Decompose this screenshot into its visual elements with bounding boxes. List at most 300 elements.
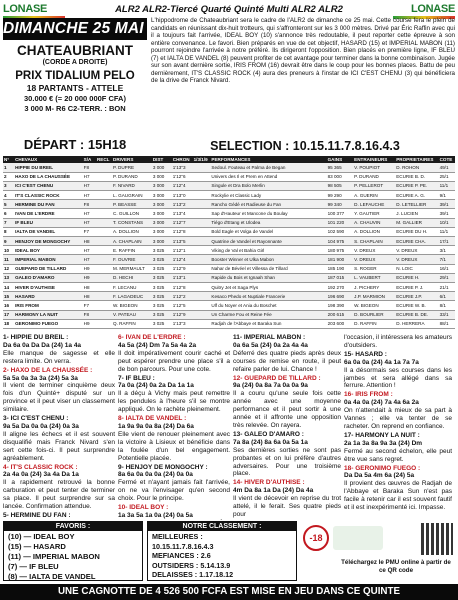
table-cell: A. CHAUVIN [353, 218, 395, 227]
table-cell: H8 [83, 292, 96, 301]
table-cell: 8 [3, 227, 14, 236]
table-cell: ECURIE J.P. [395, 292, 438, 301]
horse-comment-title: 1- HIPPIE DU BREIL : [3, 334, 69, 341]
table-cell: IDEAL BOY [14, 246, 83, 255]
horse-comment [118, 464, 230, 504]
table-cell: 3 000 [152, 181, 172, 190]
table-row [3, 237, 455, 246]
table-cell: F8 [83, 200, 96, 209]
table-cell: C. GUILLON [112, 209, 152, 218]
favoris-title: FAVORIS : [4, 522, 142, 531]
table-cell [193, 200, 211, 209]
app-promo-text: Téléchargez le PMU online à partir de ce QR code [341, 559, 451, 574]
horse-comment-title: 10- IDEAL BOY : [118, 504, 169, 512]
horse-comment [233, 334, 341, 374]
qr-code-icon[interactable] [421, 523, 453, 555]
table-cell: IRIS FROM [14, 301, 83, 310]
runners: 18 PARTANTS - ATTELE [26, 83, 124, 93]
selection: SELECTION : 10.15.11.7.8.16.4.3 [210, 139, 400, 153]
table-cell: 3 025 [152, 255, 172, 264]
table-cell: 16/1 [439, 264, 455, 273]
table-row [3, 227, 455, 236]
table-cell: 11/1 [439, 181, 455, 190]
table-cell: D. BOURLIER [353, 310, 395, 319]
table-cell: 13 [3, 273, 14, 282]
table-cell: 17/1 [439, 237, 455, 246]
commentary-col-1 [3, 334, 118, 520]
table-cell: H7 [83, 218, 96, 227]
table-cell: Booster Winner et Ulka Mabon [210, 255, 326, 264]
commentary-col-3 [233, 334, 344, 520]
horse-comment-perf: 7a 0a (24) 0a 2a Da 1a 1a [118, 382, 194, 390]
table-cell: V. POUPIOT [353, 163, 395, 172]
table-cell [96, 264, 112, 273]
table-cell: 11/1 [439, 227, 455, 236]
table-cell [193, 273, 211, 282]
table-cell [96, 292, 112, 301]
horse-comment-perf: 9a 5a Da 0a 0a (24) 0a 3a [3, 422, 79, 430]
age-restriction-icon: -18 [303, 525, 329, 551]
table-cell: GERONIMO FUEGO [14, 319, 83, 328]
table-cell: IALTA DE VANDEL [14, 227, 83, 236]
runners-table [3, 156, 455, 329]
table-cell: S. ROGER [353, 264, 395, 273]
table-cell: ECURIE B. DE. [395, 310, 438, 319]
horse-comment [344, 432, 452, 464]
phone-graphic-icon [333, 526, 383, 550]
table-cell: W. BIGEON [112, 301, 152, 310]
table-cell: F. LAGADEUC [112, 292, 152, 301]
table-cell [193, 163, 211, 172]
table-row [3, 172, 455, 181]
table-cell: L. GAUGRAIN [112, 191, 152, 200]
horse-comment-title: 13- GALEO D'AMARO : [233, 430, 304, 438]
horse-comment-text: Ses dernières sorties ne sont pas probantes et on lui préfère d'autres adversaires. Pour une troisième place. [233, 446, 341, 478]
table-cell: E. RAFFIN [112, 246, 152, 255]
table-cell: F. LECANU [112, 282, 152, 291]
table-cell: F8 [83, 163, 96, 172]
horse-comment [118, 375, 230, 415]
table-cell: H8 [83, 237, 96, 246]
table-cell: 3 025 [152, 246, 172, 255]
table-cell: Q. RAFFIN [112, 319, 152, 328]
table-row [3, 246, 455, 255]
date-banner: DIMANCHE 25 MAI 2025 [3, 18, 147, 40]
horse-comment [118, 415, 230, 462]
horse-comment-title: 16- IRIS FROM : [344, 391, 393, 399]
horse-comment-title: 6- IVAN DE L'ERDRE : [118, 334, 186, 341]
table-cell: 102 590 [327, 227, 354, 236]
table-cell: HASARD [14, 292, 83, 301]
table-row [3, 301, 455, 310]
horse-comment [233, 375, 341, 430]
horse-comment-perf: 8a 6a 0a 0a 0a (24) 0a 0a [118, 471, 193, 479]
table-cell: 15 [3, 292, 14, 301]
table-cell: Rapide du Bois et Ignaah Shan [210, 273, 326, 282]
series-title: ALR2 ALR2-Tiercé Quarté Quinté Multi ALR2 ALR2 [115, 4, 343, 15]
table-cell: 16 [3, 301, 14, 310]
table-cell: 196 690 [327, 292, 354, 301]
horse-comment-title: 12- GUEPARD DE TILLARD : [233, 374, 321, 382]
horse-comment-perf: 0a 4a 0a (24) 7a 4a 6a 2a [344, 399, 419, 407]
horse-comment-text: Fermé et n'ayant jamais fait l'arrivée, on ne va l'envisager qu'en second choix. Pour le principe. [118, 479, 230, 503]
classement-title: NOTRE CLASSEMENT : [148, 522, 296, 531]
table-cell: Viking de Val et Bahia Girl [210, 246, 326, 255]
table-cell: H7 [83, 172, 96, 181]
table-cell: H8 [83, 282, 96, 291]
table-row [3, 255, 455, 264]
table-cell: 98 505 [327, 181, 354, 190]
commentary-extra: l'occasion, il intéressera les amateurs d'outsiders. [344, 334, 452, 349]
table-cell [193, 255, 211, 264]
table-row [3, 310, 455, 319]
favori-item: (10) — IDEAL BOY [8, 532, 75, 541]
horse-comment-text: Il vient de terminer cinquième deux fois d'un Quinté+ disputé sur un province et il peut viser un classement similaire. [3, 382, 115, 414]
horse-comment-title: 15- HASARD : [344, 350, 387, 358]
table-cell: 25/1 [439, 172, 455, 181]
footer-banner: UNE CAGNOTTE DE 4 526 500 FCFA EST MISE EN JEU DANS CE QUINTE [0, 584, 458, 600]
table-cell: Quatrine de Vandel et Rayonnante [210, 237, 326, 246]
table-cell: 6 [3, 209, 14, 218]
classement-line: DELAISSES : 1.17.18.12 [152, 570, 234, 579]
table-row [3, 292, 455, 301]
table-row [3, 273, 455, 282]
horse-comment-perf: 1a 3a 5a 1a 0a (24) 0a 5a [118, 511, 193, 519]
table-cell: H7 [83, 209, 96, 218]
table-cell: 192 270 [327, 282, 354, 291]
table-cell: 1'12"9 [172, 310, 193, 319]
table-cell: IMPERIAL MABON [14, 255, 83, 264]
distance: 3 000 M- R6 C2-TERR. : BON [24, 104, 126, 113]
table-cell [193, 191, 211, 200]
table-cell [193, 292, 211, 301]
horse-comment [118, 504, 230, 520]
table-cell: A. CHAPLAIN [112, 237, 152, 246]
table-cell: 5 [3, 200, 14, 209]
table-cell: HENJOY DE MONGOCHY [14, 237, 83, 246]
table-cell: HAXO DE LA CHAUSSÉE [14, 172, 83, 181]
table-cell: J.P. MARMION [353, 292, 395, 301]
table-cell [193, 246, 211, 255]
table-cell: A. DOLLION [353, 227, 395, 236]
classement-line: OUTSIDERS : 5.14.13.9 [152, 560, 231, 570]
favoris-box [3, 521, 143, 581]
table-cell: 3 025 [152, 273, 172, 282]
table-cell: H7 [83, 181, 96, 190]
table-cell: 1'12"8 [172, 282, 193, 291]
table-cell: A. GUERIN [353, 191, 395, 200]
table-cell: F7 [83, 301, 96, 310]
horse-comment-perf: 4m Da 8a 1a Da (24) Da 4a [233, 487, 314, 495]
table-cell [193, 181, 211, 190]
horse-comment [344, 351, 452, 391]
horse-comment-text: Il a désormais ses courses dans les jambes et sera allégé dans sa ferrure. Attention ! [344, 366, 452, 390]
table-cell: D. ROHON [395, 163, 438, 172]
table-cell: 12 [3, 264, 14, 273]
table-cell [193, 209, 211, 218]
table-cell: 17 [3, 310, 14, 319]
table-cell: Bold Eagle et Volga de Vandel [210, 227, 326, 236]
table-cell: L. VAUBERT [353, 273, 395, 282]
table-cell: Nahar de Bévéel et Villessa de Tillard [210, 264, 326, 273]
table-cell: 3 000 [152, 191, 172, 200]
table-cell: Ulf du Noyer et Ania du Boschet [210, 301, 326, 310]
venue: CHATEAUBRIANT [17, 43, 133, 58]
table-cell: 3 000 [152, 227, 172, 236]
horse-comment [233, 479, 341, 519]
table-header-cell: ENTRAINEURS [353, 156, 395, 163]
table-cell: IF BLEU [14, 218, 83, 227]
horse-comment [118, 334, 230, 374]
classement-box [147, 521, 297, 581]
table-row [3, 264, 455, 273]
table-cell: 3 000 [152, 163, 172, 172]
horse-comment-text: Fermé au second échelon, elle peut être vue sans regret. [344, 447, 452, 463]
table-cell [96, 310, 112, 319]
table-cell [96, 181, 112, 190]
table-cell: Y. GAUTIER [353, 209, 395, 218]
table-cell: 99 290 [327, 191, 354, 200]
table-row [3, 319, 455, 328]
table-header-cell: DRIVERS [112, 156, 152, 163]
table-cell: V. DREUX [395, 246, 438, 255]
table-cell: ICI C'EST CHENU [14, 181, 83, 190]
table-cell [96, 218, 112, 227]
table-header-cell: COTE [439, 156, 455, 163]
table-cell: 6/1 [439, 292, 455, 301]
table-cell: Univers des Il et Prem en Attend [210, 172, 326, 181]
table-cell: V. DREUX [395, 255, 438, 264]
table-cell [193, 301, 211, 310]
horse-comment-text: Il a rapidement retrouvé la bonne carburation et peut tenter de terminer sa place. Il peut surprendre sur sa lancée. Confirmation attendue. [3, 479, 115, 511]
table-cell: 187 015 [327, 273, 354, 282]
horse-comment-perf: 6a 0a 0a (24) 4a 1a 7a 7a [344, 358, 419, 366]
table-cell: 3 000 [152, 200, 172, 209]
table-cell: 181 900 [327, 255, 354, 264]
horse-comment [3, 415, 115, 462]
table-cell: 3 025 [152, 310, 172, 319]
table-cell: Tiégo d'Etang et Ulodea [210, 218, 326, 227]
table-cell: 3 025 [152, 292, 172, 301]
horse-comment-text: Il a couru qu'une seule fois cette année avec une moyenne performance et il peut sortir à une année et il affronte une opposition très relevée. On rayera. [233, 390, 341, 429]
table-cell: D. LEFAUCHE [353, 200, 395, 209]
horse-comment-text: Elle vient de renouer pleinement avec la victoire à Lisieux et bénéficie dans la foulée d'un bel engagement. Potentielle placée. [118, 430, 230, 462]
table-cell [96, 282, 112, 291]
table-cell: 200 615 [327, 310, 354, 319]
table-header-cell: PERFORMANCES [210, 156, 326, 163]
table-cell: 88/1 [439, 319, 455, 328]
table-cell: D. HECHI [112, 273, 152, 282]
table-cell: 3 000 [152, 209, 172, 218]
table-cell: 1'13"5 [172, 237, 193, 246]
table-header-cell: RECL [96, 156, 112, 163]
table-cell: 3 025 [152, 319, 172, 328]
table-cell: 95 365 [327, 163, 354, 172]
table-header-cell: DIST [152, 156, 172, 163]
horse-comment-title: 17- HARMONY LA NUIT : [344, 431, 420, 439]
table-row [3, 282, 455, 291]
table-cell: ECURIE P. PE. [395, 181, 438, 190]
table-cell: IT'S CLASSIC ROCK [14, 191, 83, 200]
table-cell: 104 975 [327, 237, 354, 246]
classement-line: MEILLEURES : [152, 532, 203, 541]
horse-comment-perf: 2a 1a 3a 8a 9a 3a (24) Dm [344, 439, 423, 447]
table-cell: Sedoul. Fouteau et Palma de Began [210, 163, 326, 172]
table-cell: Rockylie et Classic Lady [210, 191, 326, 200]
table-cell: 1'12"1 [172, 246, 193, 255]
table-cell: Un Charme Fou et Reine Fée [210, 310, 326, 319]
horse-comment-title: 4- IT'S CLASSIC ROCK : [3, 463, 78, 471]
table-cell: 39/1 [439, 200, 455, 209]
table-cell [96, 209, 112, 218]
table-cell: 7/1 [439, 255, 455, 264]
table-cell: HARMONY LA NUIT [14, 310, 83, 319]
horse-comment-text: Il aligne les échecs et il est souvent disqualifié mais Franck Nivard s'en sert cette fois-ci. Il peut surprendre agréablement. [3, 430, 115, 462]
table-cell: 3 025 [152, 301, 172, 310]
horse-comment-perf: 4a 5a (24) Dm 7a 5a 4a 2a [118, 341, 197, 349]
table-cell: 1'12"6 [172, 172, 193, 181]
table-cell [193, 172, 211, 181]
table-cell: 2 [3, 172, 14, 181]
table-cell [96, 246, 112, 255]
favori-item: (7) — IF BLEU [8, 562, 59, 571]
horse-comment-title: 2- HAXO DE LA CHAUSSÉE : [3, 366, 93, 374]
table-cell [96, 172, 112, 181]
table-cell: F. OUVRIE [112, 255, 152, 264]
table-cell: 3 025 [152, 264, 172, 273]
table-cell: 1'12"2 [172, 292, 193, 301]
horse-comment-text: Déferré des quatre pieds après deux courses de remise en route, il peut refaire parler de lui. Chance ! [233, 349, 341, 373]
table-cell: V. DREUX [353, 246, 395, 255]
table-cell: V. DREUX [353, 255, 395, 264]
table-cell: ECURIE B. D. [395, 172, 438, 181]
table-cell: GALEO D'AMARO [14, 273, 83, 282]
horse-comment-title: 11- IMPERIAL MABON : [233, 334, 306, 341]
classement-lines [148, 531, 296, 581]
table-row [3, 200, 455, 209]
table-cell: 3 025 [152, 282, 172, 291]
logo-left: LONASE [3, 3, 65, 19]
app-promo [301, 521, 455, 581]
table-header-cell: S/A [83, 156, 96, 163]
table-cell [193, 319, 211, 328]
table-cell: 8/1 [439, 301, 455, 310]
horse-comment [233, 431, 341, 478]
venue-note: (CORDE A DROITE) [42, 59, 108, 66]
table-cell [193, 264, 211, 273]
table-cell: 1'12"4 [172, 255, 193, 264]
horse-comment-title: 8- IALTA DE VANDEL : [118, 415, 187, 423]
table-cell: 3 000 [152, 218, 172, 227]
table-cell: H7 [83, 246, 96, 255]
horse-comment-title: 9- HENJOY DE MONGOCHY : [118, 463, 208, 471]
table-cell: 49/1 [439, 163, 455, 172]
horse-comment-title: 14- HIVER D'AUTHISE : [233, 479, 305, 487]
logo-right: LONASE [393, 3, 455, 19]
table-cell [96, 163, 112, 172]
table-cell: H9 [83, 319, 96, 328]
horse-comment-perf: Da Da 5a 4m 6a (24) 5a [344, 472, 415, 480]
table-header-cell: 1/3/1/9 [193, 156, 211, 163]
table-cell [96, 200, 112, 209]
horse-comment-text: Il provient des œuvres de Radjah de l'Abbaye et Baraka Sun n'est pas facile à retenir car il est souvent fautif et il est inexpérimenté ici. Impasse. [344, 480, 452, 512]
table-cell: D. LETELLIER [395, 200, 438, 209]
table-cell: Kesaco Phedo et Nuptiale Francerie [210, 292, 326, 301]
table-cell: D. RAFFIN [353, 319, 395, 328]
table-cell: 1'12"9 [172, 264, 193, 273]
table-cell: 185 190 [327, 264, 354, 273]
table-cell: HIPPIE DU BREIL [14, 163, 83, 172]
table-cell: 3 000 [152, 237, 172, 246]
favori-item: (8) — IALTA DE VANDEL [8, 572, 96, 581]
table-cell: 1'13"2 [172, 200, 193, 209]
table-cell [96, 227, 112, 236]
table-cell: P. PELLEROT [353, 181, 395, 190]
horse-comment-perf: 1a 9a 9a 0a 8a (24) Da 6a [118, 422, 194, 430]
table-cell [193, 310, 211, 319]
horse-comment [3, 464, 115, 511]
table-cell: 7 [3, 218, 14, 227]
table-cell: 11 [3, 255, 14, 264]
table-cell: 1'12"5 [172, 301, 193, 310]
table-cell: HIVER D'AUTHISE [14, 282, 83, 291]
table-cell [96, 319, 112, 328]
table-cell: ECURIE W. B. [395, 301, 438, 310]
table-cell: 1'12"4 [172, 181, 193, 190]
table-cell: 9 [3, 237, 14, 246]
table-cell: 18 [3, 319, 14, 328]
horse-comment-perf: 2a 4a 0a (24) 3a 4a Da 1a [3, 471, 79, 479]
table-cell: F8 [83, 310, 96, 319]
table-cell: 3/1 [439, 246, 455, 255]
horse-comment-perf: Da 6a 0a Da Da (24) 1a 4a [3, 341, 82, 349]
purse: 30.000 € (= 20 000 000F CFA) [24, 94, 126, 103]
classement-line: MEFIANCES : 2.6 [152, 551, 211, 560]
table-cell: J. PICHERY [353, 282, 395, 291]
table-header-cell: GAINS [327, 156, 354, 163]
table-cell [96, 237, 112, 246]
table-cell: 21/1 [439, 282, 455, 291]
horse-comment-text: Elle manque de sagesse et elle restera limite. On verra. [3, 349, 115, 365]
favori-item: (11) — IMPERIAL MABON [8, 552, 100, 561]
table-cell: S. CHAPLAIN [353, 237, 395, 246]
table-cell: Sap d'Hauteur et Mancone du Boulay [210, 209, 326, 218]
table-cell [193, 218, 211, 227]
horse-comment-perf: 0a 6a 5a (24) 0a 2a 4a 4a [233, 341, 308, 349]
table-cell: 10/1 [439, 218, 455, 227]
table-header-cell: CHRON [172, 156, 193, 163]
table-cell: H9 [83, 264, 96, 273]
table-row [3, 191, 455, 200]
table-cell: 1'13"1 [172, 273, 193, 282]
prize-name: PRIX TIDALIUM PELO [15, 70, 135, 82]
table-cell [193, 227, 211, 236]
table-cell: 99 340 [327, 200, 354, 209]
horse-comment [3, 367, 115, 414]
table-cell: Radjah de l'Abbaye et Baraka Sun [210, 319, 326, 328]
horse-comment-title: 7- IF BLEU : [118, 374, 155, 382]
table-cell: F7 [83, 227, 96, 236]
table-cell: ECURIE CHA. [395, 237, 438, 246]
table-header-cell: N° [3, 156, 14, 163]
table-cell: W. BIGEON [353, 301, 395, 310]
table-cell: M. GALLIER [395, 218, 438, 227]
table-cell: P. BEASSE [112, 200, 152, 209]
horse-comment-text: On n'attendait à mieux de sa part à Vannes ; elle va tenter de se racheter. On reprend en confiance. [344, 407, 452, 430]
horse-comment-text: Il vient de décevoir en reprise du trot attelé, il le ferait. Ses quatre pieds pour [233, 495, 341, 518]
table-cell: 1'13"3 [172, 163, 193, 172]
table-row [3, 163, 455, 172]
